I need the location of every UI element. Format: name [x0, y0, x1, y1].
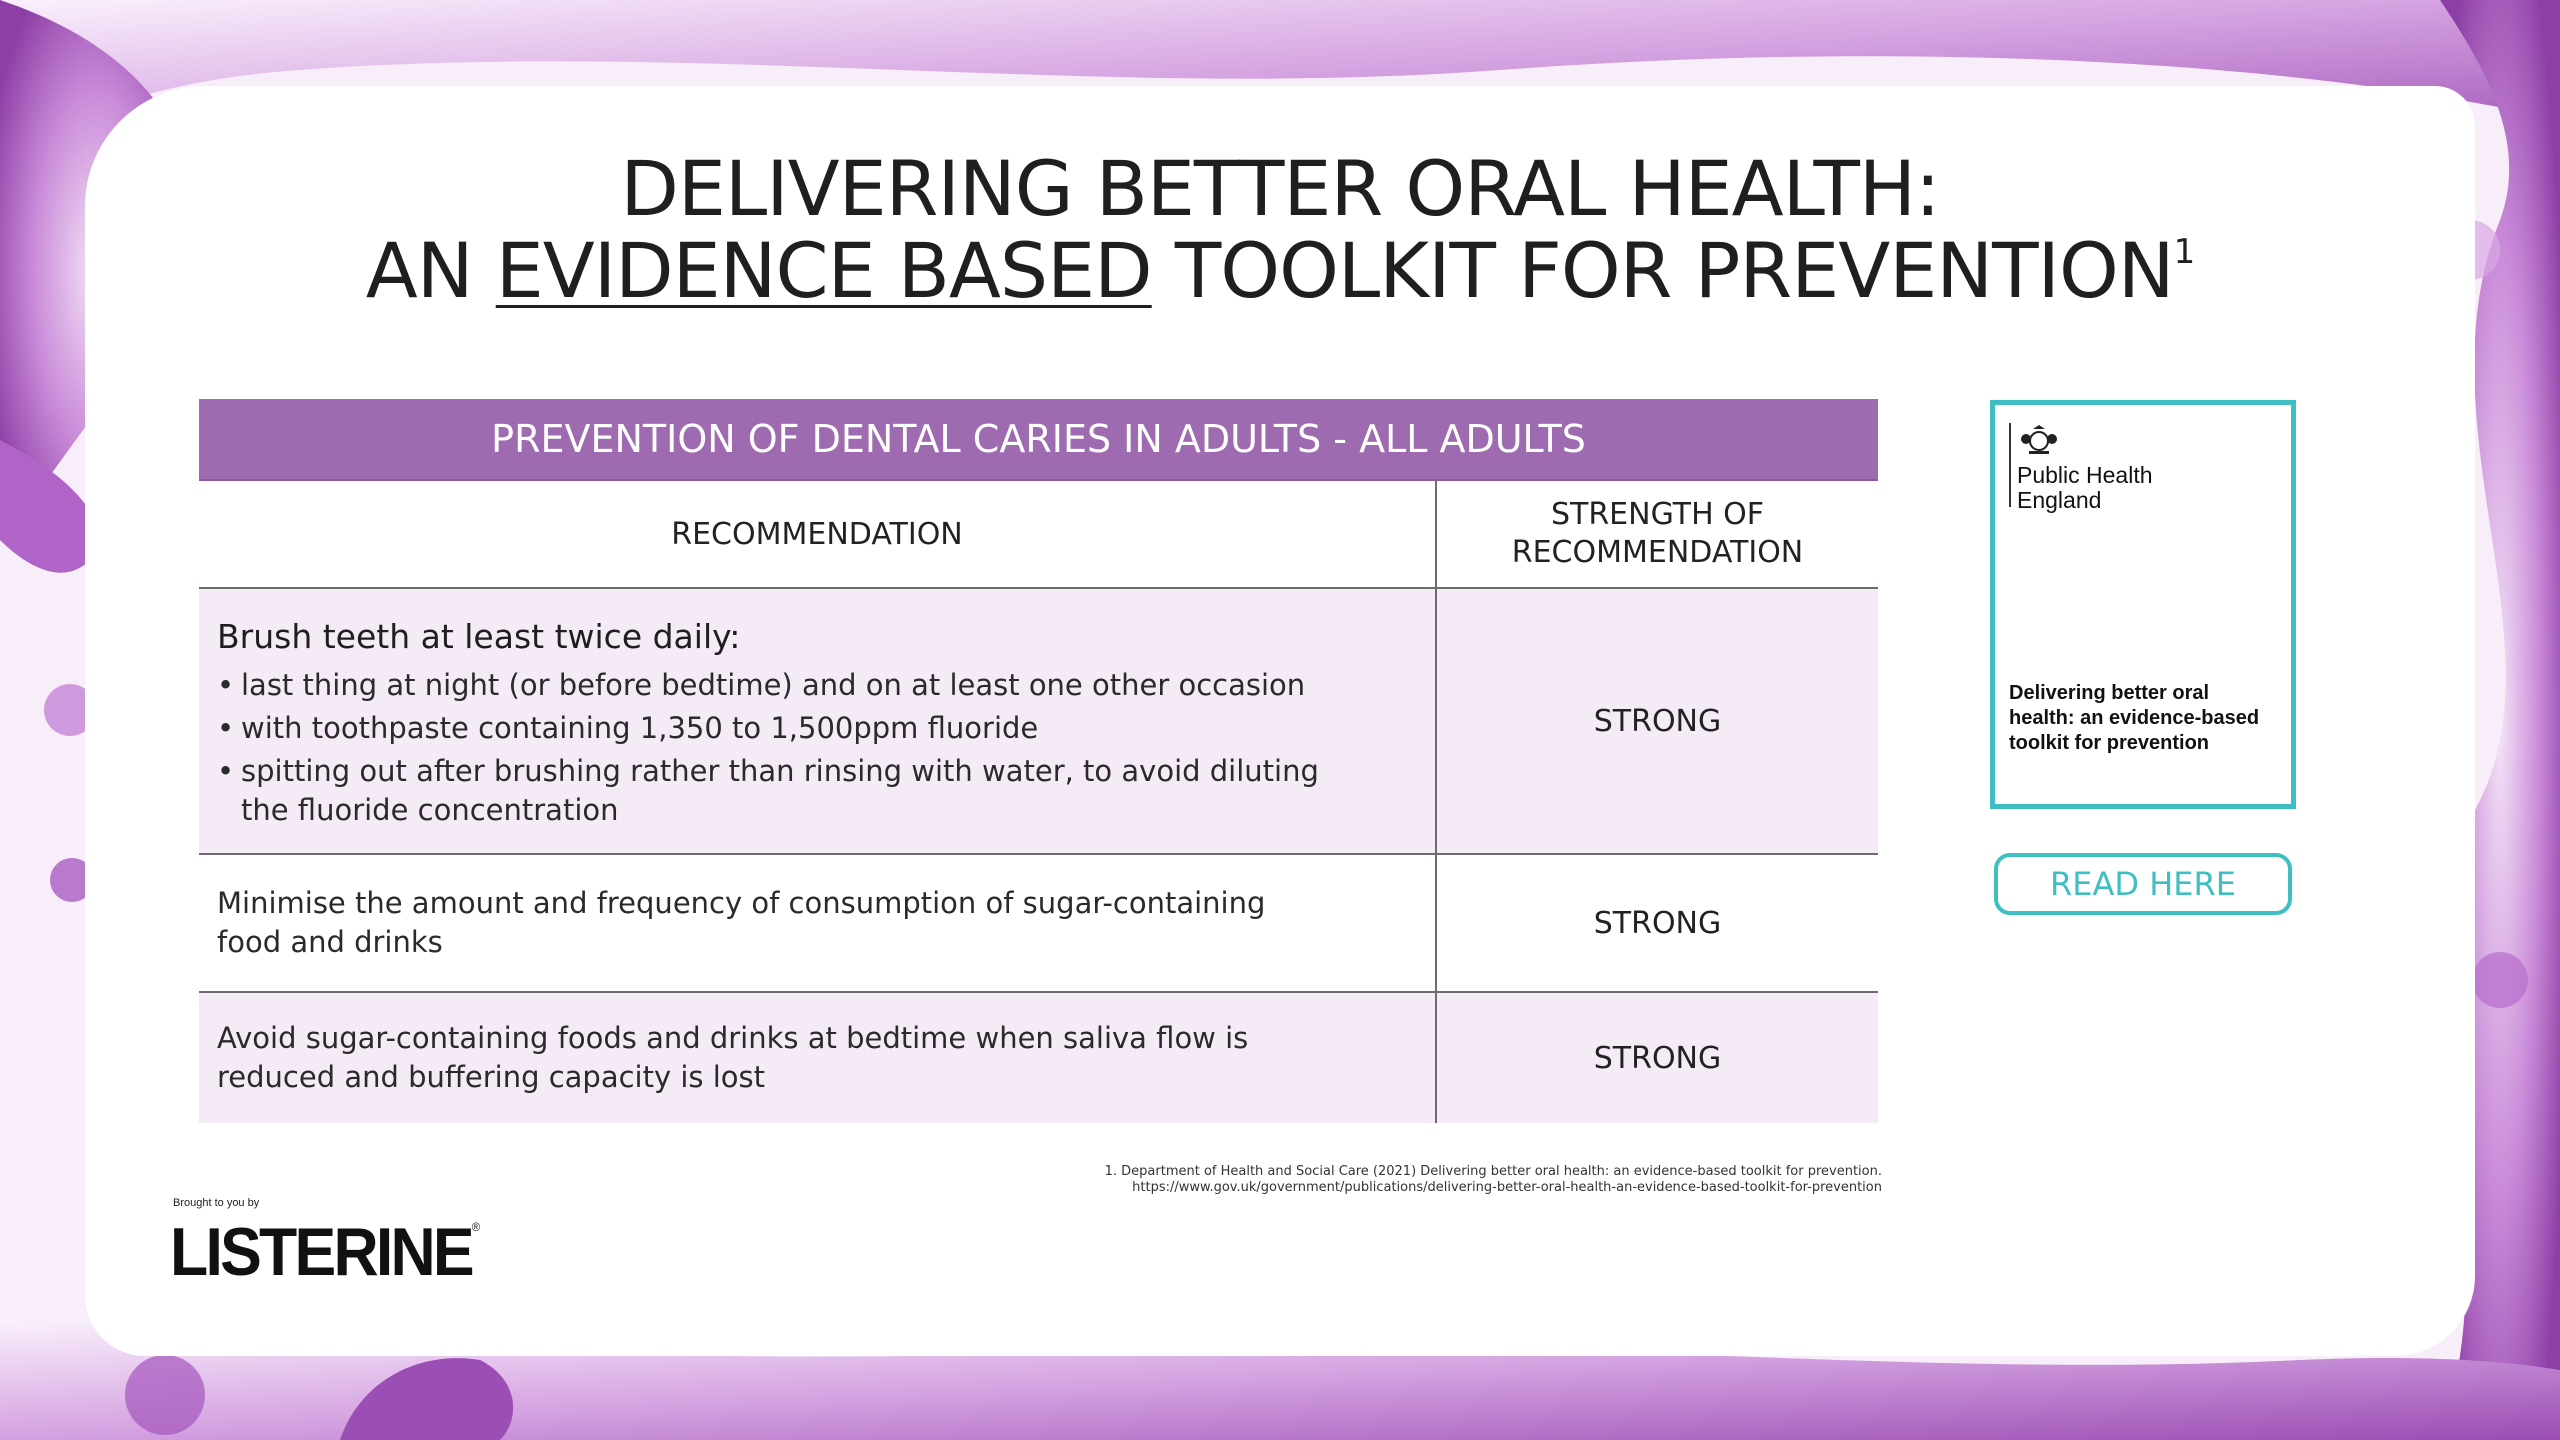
recommendation-text: Minimise the amount and frequency of consumption of sugar-containing food and drinks: [217, 886, 1266, 959]
title-line-2-prefix: AN: [365, 226, 496, 315]
column-header-recommendation: RECOMMENDATION: [199, 481, 1437, 587]
bullet-item: • with toothpaste containing 1,350 to 1,500ppm fluoride: [217, 709, 1331, 748]
bullet-item: • spitting out after brushing rather than rinsing with water, to avoid diluting the fluoride concentration: [217, 752, 1331, 830]
table-row: [199, 589, 1878, 855]
cover-divider: [2009, 423, 2011, 507]
listerine-logo: [170, 1213, 480, 1291]
strength-cell: STRONG: [1593, 1040, 1722, 1076]
footnote-url: https://www.gov.uk/government/publications/delivering-better-oral-health-an-evidence-based-toolkit-for-prevention: [1132, 1180, 1882, 1195]
recommendation-cell: [199, 589, 1437, 853]
recommendation-bullets: [217, 666, 1435, 830]
page-title: [160, 144, 2400, 315]
column-header-strength: STRENGTH OF RECOMMENDATION: [1511, 497, 1804, 570]
royal-crest-icon: [2019, 423, 2059, 457]
registered-mark: ®: [471, 1220, 481, 1234]
title-line-2-suffix: TOOLKIT FOR PREVENTION: [1151, 226, 2174, 315]
footnote-citation: 1. Department of Health and Social Care (2021) Delivering better oral health: an evidence-based toolkit for prevention.: [1104, 1164, 1882, 1179]
title-line-1: DELIVERING BETTER ORAL HEALTH:: [620, 144, 1940, 233]
recommendations-table: [199, 399, 1878, 1123]
brought-by-label: Brought to you by: [173, 1197, 260, 1209]
table-row: [199, 993, 1878, 1123]
cover-organisation: Public Health England: [2017, 462, 2153, 513]
recommendation-heading: Brush teeth at least twice daily:: [217, 617, 741, 656]
read-here-button[interactable]: READ HERE: [1994, 853, 2292, 915]
recommendation-cell: [199, 993, 1437, 1123]
title-underlined-text: EVIDENCE BASED: [495, 226, 1152, 315]
bullet-item: • last thing at night (or before bedtime) and on at least one other occasion: [217, 666, 1331, 705]
recommendation-cell: [199, 855, 1437, 991]
title-footnote-ref: 1: [2173, 232, 2195, 272]
recommendation-text: Avoid sugar-containing foods and drinks at bedtime when saliva flow is reduced and buffering capacity is lost: [217, 1021, 1249, 1094]
title-line-2: [160, 226, 2400, 315]
table-section-title: PREVENTION OF DENTAL CARIES IN ADULTS - ALL ADULTS: [199, 399, 1878, 481]
cover-title: Delivering better oral health: an evidence-based toolkit for prevention: [2009, 682, 2260, 754]
table-row: [199, 855, 1878, 993]
strength-cell: STRONG: [1593, 905, 1722, 941]
footnote: [1000, 1164, 1882, 1196]
logo-wordmark: LISTERINE: [170, 1214, 472, 1290]
table-header-row: [199, 481, 1878, 589]
toolkit-cover-thumbnail[interactable]: [1990, 400, 2296, 809]
strength-cell: STRONG: [1593, 703, 1722, 739]
